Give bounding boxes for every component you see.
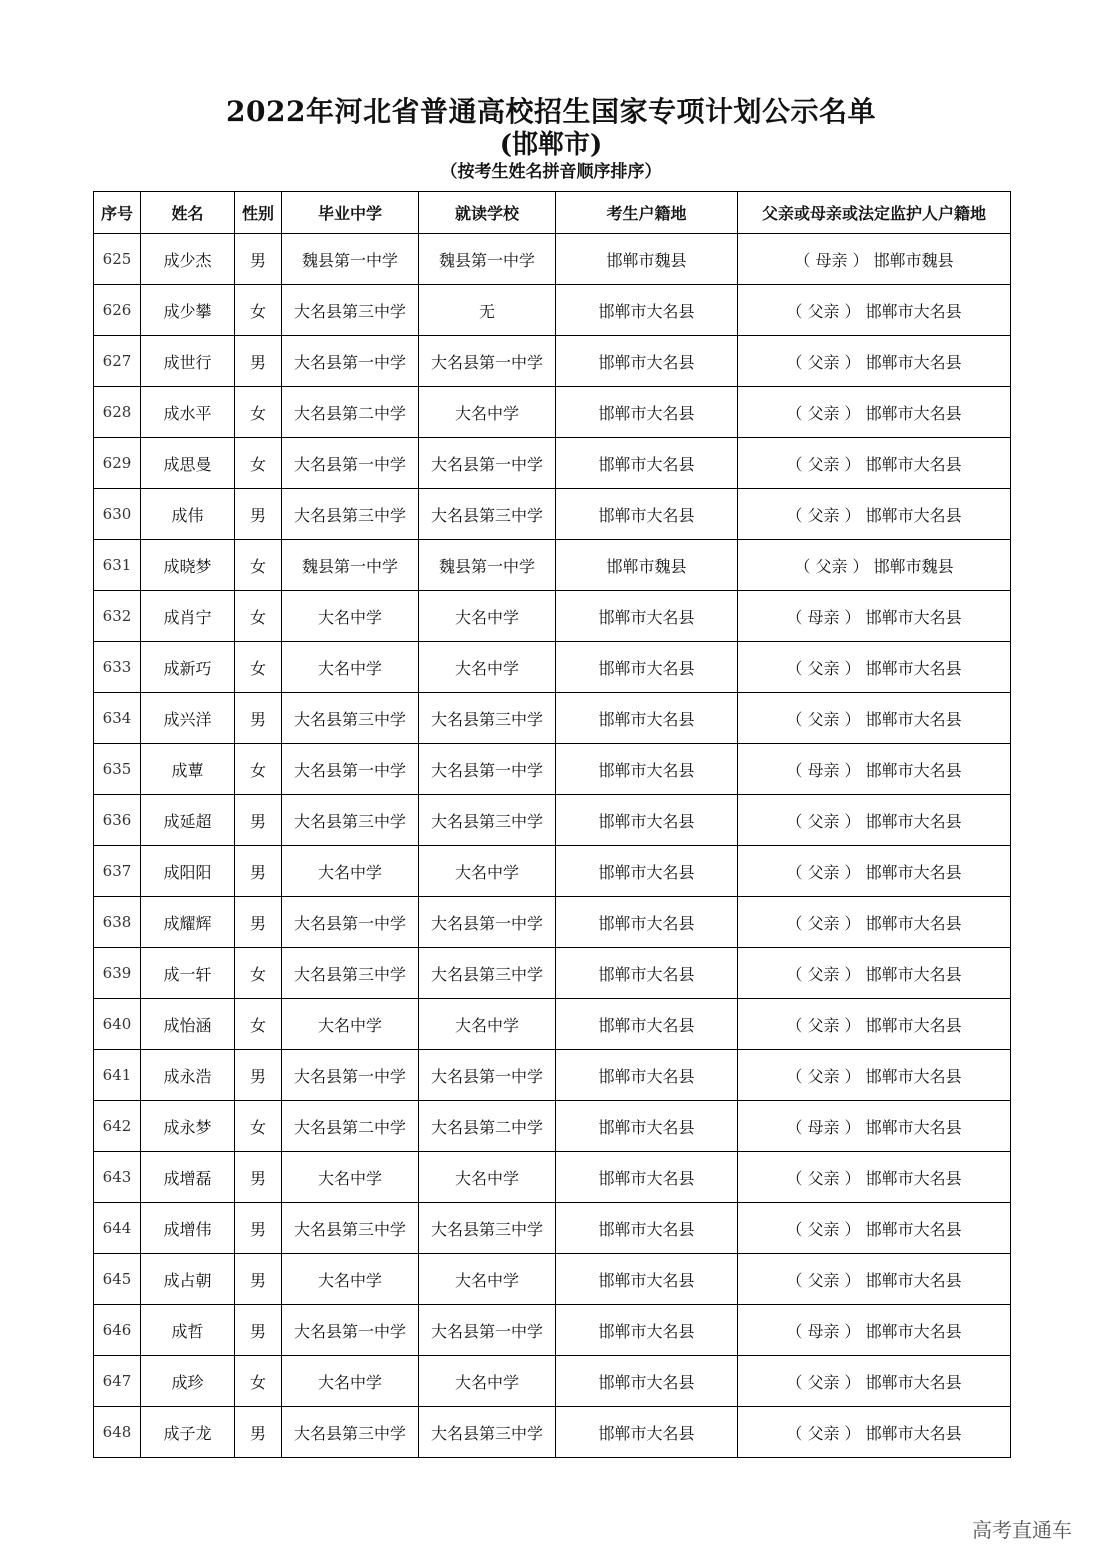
header-student-residence: 考生户籍地 [556, 192, 738, 234]
cell-student-residence: 邯郸市大名县 [556, 285, 738, 336]
cell-graduated-school: 大名县第三中学 [282, 1203, 419, 1254]
cell-gender: 女 [235, 540, 282, 591]
table-row [94, 234, 1011, 285]
cell-current-school: 大名县第一中学 [419, 1305, 556, 1356]
cell-gender: 女 [235, 285, 282, 336]
cell-graduated-school: 大名中学 [282, 846, 419, 897]
cell-current-school: 魏县第一中学 [419, 234, 556, 285]
cell-current-school: 大名县第一中学 [419, 897, 556, 948]
cell-gender: 男 [235, 795, 282, 846]
cell-name: 成增磊 [141, 1152, 235, 1203]
cell-current-school: 大名中学 [419, 999, 556, 1050]
cell-gender: 男 [235, 1050, 282, 1101]
cell-graduated-school: 大名县第三中学 [282, 489, 419, 540]
cell-name: 成蕈 [141, 744, 235, 795]
table-row [94, 1203, 1011, 1254]
cell-guardian-residence: （ 母亲 ） 邯郸市魏县 [738, 234, 1011, 285]
cell-student-residence: 邯郸市大名县 [556, 591, 738, 642]
cell-gender: 女 [235, 999, 282, 1050]
cell-serial: 641 [94, 1050, 141, 1101]
cell-serial: 635 [94, 744, 141, 795]
table-row [94, 540, 1011, 591]
cell-gender: 女 [235, 1356, 282, 1407]
cell-current-school: 大名中学 [419, 1356, 556, 1407]
cell-gender: 男 [235, 489, 282, 540]
cell-student-residence: 邯郸市大名县 [556, 1305, 738, 1356]
table-row [94, 948, 1011, 999]
table-row [94, 1407, 1011, 1458]
header-row [94, 192, 1011, 234]
cell-student-residence: 邯郸市大名县 [556, 1254, 738, 1305]
cell-guardian-residence: （ 父亲 ） 邯郸市大名县 [738, 438, 1011, 489]
cell-serial: 640 [94, 999, 141, 1050]
cell-guardian-residence: （ 母亲 ） 邯郸市大名县 [738, 744, 1011, 795]
cell-guardian-residence: （ 父亲 ） 邯郸市大名县 [738, 336, 1011, 387]
cell-gender: 男 [235, 1152, 282, 1203]
table-row [94, 1101, 1011, 1152]
cell-current-school: 大名县第一中学 [419, 1050, 556, 1101]
cell-graduated-school: 大名中学 [282, 999, 419, 1050]
cell-student-residence: 邯郸市大名县 [556, 795, 738, 846]
cell-guardian-residence: （ 父亲 ） 邯郸市大名县 [738, 1152, 1011, 1203]
cell-guardian-residence: （ 父亲 ） 邯郸市大名县 [738, 948, 1011, 999]
cell-serial: 637 [94, 846, 141, 897]
cell-guardian-residence: （ 父亲 ） 邯郸市大名县 [738, 1356, 1011, 1407]
cell-current-school: 大名中学 [419, 1152, 556, 1203]
cell-gender: 女 [235, 387, 282, 438]
cell-graduated-school: 大名县第一中学 [282, 897, 419, 948]
cell-student-residence: 邯郸市大名县 [556, 1356, 738, 1407]
cell-serial: 648 [94, 1407, 141, 1458]
cell-guardian-residence: （ 母亲 ） 邯郸市大名县 [738, 1101, 1011, 1152]
cell-serial: 642 [94, 1101, 141, 1152]
cell-serial: 629 [94, 438, 141, 489]
cell-guardian-residence: （ 父亲 ） 邯郸市魏县 [738, 540, 1011, 591]
header-current-school: 就读学校 [419, 192, 556, 234]
cell-name: 成少杰 [141, 234, 235, 285]
cell-student-residence: 邯郸市大名县 [556, 846, 738, 897]
cell-serial: 626 [94, 285, 141, 336]
header-graduated-school: 毕业中学 [282, 192, 419, 234]
cell-gender: 男 [235, 1407, 282, 1458]
cell-guardian-residence: （ 母亲 ） 邯郸市大名县 [738, 591, 1011, 642]
cell-name: 成增伟 [141, 1203, 235, 1254]
cell-name: 成新巧 [141, 642, 235, 693]
cell-student-residence: 邯郸市大名县 [556, 693, 738, 744]
cell-current-school: 大名中学 [419, 846, 556, 897]
cell-current-school: 大名县第三中学 [419, 489, 556, 540]
table-row [94, 489, 1011, 540]
cell-serial: 625 [94, 234, 141, 285]
cell-name: 成耀辉 [141, 897, 235, 948]
cell-guardian-residence: （ 父亲 ） 邯郸市大名县 [738, 1050, 1011, 1101]
cell-graduated-school: 魏县第一中学 [282, 234, 419, 285]
cell-graduated-school: 大名县第三中学 [282, 693, 419, 744]
cell-serial: 627 [94, 336, 141, 387]
cell-graduated-school: 大名县第一中学 [282, 1050, 419, 1101]
cell-current-school: 大名县第三中学 [419, 1407, 556, 1458]
cell-student-residence: 邯郸市大名县 [556, 1101, 738, 1152]
table-row [94, 1305, 1011, 1356]
table-row [94, 1254, 1011, 1305]
cell-gender: 男 [235, 1254, 282, 1305]
cell-graduated-school: 大名县第一中学 [282, 336, 419, 387]
table-row [94, 642, 1011, 693]
table-row [94, 438, 1011, 489]
cell-name: 成延超 [141, 795, 235, 846]
cell-name: 成占朝 [141, 1254, 235, 1305]
cell-graduated-school: 大名中学 [282, 1356, 419, 1407]
cell-name: 成世行 [141, 336, 235, 387]
cell-student-residence: 邯郸市大名县 [556, 948, 738, 999]
cell-name: 成思曼 [141, 438, 235, 489]
cell-current-school: 大名中学 [419, 591, 556, 642]
table-row [94, 285, 1011, 336]
cell-graduated-school: 大名县第三中学 [282, 948, 419, 999]
cell-serial: 630 [94, 489, 141, 540]
cell-serial: 643 [94, 1152, 141, 1203]
sort-note: （按考生姓名拼音顺序排序） [440, 162, 662, 182]
cell-guardian-residence: （ 父亲 ） 邯郸市大名县 [738, 387, 1011, 438]
cell-gender: 女 [235, 744, 282, 795]
cell-current-school: 大名县第二中学 [419, 1101, 556, 1152]
cell-name: 成永浩 [141, 1050, 235, 1101]
table-row [94, 387, 1011, 438]
cell-serial: 634 [94, 693, 141, 744]
header-guardian-residence: 父亲或母亲或法定监护人户籍地 [738, 192, 1011, 234]
cell-gender: 男 [235, 336, 282, 387]
table-row [94, 591, 1011, 642]
cell-student-residence: 邯郸市大名县 [556, 1203, 738, 1254]
cell-serial: 639 [94, 948, 141, 999]
table-row [94, 1050, 1011, 1101]
cell-serial: 628 [94, 387, 141, 438]
cell-name: 成阳阳 [141, 846, 235, 897]
roster-body [94, 234, 1011, 1458]
cell-name: 成珍 [141, 1356, 235, 1407]
cell-graduated-school: 大名中学 [282, 642, 419, 693]
cell-gender: 女 [235, 1101, 282, 1152]
table-row [94, 336, 1011, 387]
cell-serial: 633 [94, 642, 141, 693]
cell-guardian-residence: （ 父亲 ） 邯郸市大名县 [738, 693, 1011, 744]
table-row [94, 693, 1011, 744]
cell-name: 成晓梦 [141, 540, 235, 591]
cell-guardian-residence: （ 父亲 ） 邯郸市大名县 [738, 642, 1011, 693]
cell-serial: 638 [94, 897, 141, 948]
cell-serial: 646 [94, 1305, 141, 1356]
cell-graduated-school: 大名中学 [282, 1152, 419, 1203]
cell-current-school: 大名中学 [419, 387, 556, 438]
cell-student-residence: 邯郸市大名县 [556, 744, 738, 795]
cell-student-residence: 邯郸市大名县 [556, 489, 738, 540]
cell-guardian-residence: （ 父亲 ） 邯郸市大名县 [738, 999, 1011, 1050]
cell-graduated-school: 大名中学 [282, 1254, 419, 1305]
cell-student-residence: 邯郸市魏县 [556, 234, 738, 285]
cell-gender: 女 [235, 591, 282, 642]
cell-serial: 636 [94, 795, 141, 846]
table-row [94, 846, 1011, 897]
cell-student-residence: 邯郸市魏县 [556, 540, 738, 591]
header-gender: 性别 [235, 192, 282, 234]
cell-gender: 女 [235, 642, 282, 693]
cell-guardian-residence: （ 父亲 ） 邯郸市大名县 [738, 897, 1011, 948]
table-row [94, 1152, 1011, 1203]
cell-current-school: 大名中学 [419, 642, 556, 693]
table-row [94, 897, 1011, 948]
cell-guardian-residence: （ 父亲 ） 邯郸市大名县 [738, 795, 1011, 846]
cell-current-school: 大名县第三中学 [419, 948, 556, 999]
cell-name: 成子龙 [141, 1407, 235, 1458]
cell-student-residence: 邯郸市大名县 [556, 897, 738, 948]
cell-student-residence: 邯郸市大名县 [556, 1407, 738, 1458]
document-subtitle: (邯郸市) [499, 130, 603, 160]
cell-student-residence: 邯郸市大名县 [556, 999, 738, 1050]
cell-serial: 645 [94, 1254, 141, 1305]
cell-graduated-school: 大名县第一中学 [282, 1305, 419, 1356]
cell-name: 成少攀 [141, 285, 235, 336]
cell-name: 成哲 [141, 1305, 235, 1356]
watermark-text: 高考直通车 [972, 1518, 1072, 1542]
cell-graduated-school: 大名县第一中学 [282, 744, 419, 795]
header-name: 姓名 [141, 192, 235, 234]
header-serial: 序号 [94, 192, 141, 234]
cell-gender: 女 [235, 438, 282, 489]
cell-graduated-school: 大名县第二中学 [282, 387, 419, 438]
cell-name: 成怡涵 [141, 999, 235, 1050]
cell-current-school: 大名县第一中学 [419, 744, 556, 795]
table-row [94, 795, 1011, 846]
cell-guardian-residence: （ 父亲 ） 邯郸市大名县 [738, 846, 1011, 897]
cell-guardian-residence: （ 父亲 ） 邯郸市大名县 [738, 1254, 1011, 1305]
cell-guardian-residence: （ 父亲 ） 邯郸市大名县 [738, 285, 1011, 336]
cell-guardian-residence: （ 父亲 ） 邯郸市大名县 [738, 489, 1011, 540]
cell-current-school: 大名县第三中学 [419, 1203, 556, 1254]
cell-graduated-school: 大名县第三中学 [282, 795, 419, 846]
cell-name: 成伟 [141, 489, 235, 540]
cell-name: 成永梦 [141, 1101, 235, 1152]
cell-student-residence: 邯郸市大名县 [556, 387, 738, 438]
cell-name: 成一轩 [141, 948, 235, 999]
cell-guardian-residence: （ 父亲 ） 邯郸市大名县 [738, 1407, 1011, 1458]
cell-serial: 644 [94, 1203, 141, 1254]
cell-graduated-school: 大名县第三中学 [282, 285, 419, 336]
cell-current-school: 大名县第一中学 [419, 438, 556, 489]
cell-serial: 631 [94, 540, 141, 591]
cell-current-school: 大名县第三中学 [419, 693, 556, 744]
table-row [94, 744, 1011, 795]
cell-guardian-residence: （ 母亲 ） 邯郸市大名县 [738, 1305, 1011, 1356]
cell-gender: 男 [235, 846, 282, 897]
table-row [94, 999, 1011, 1050]
cell-gender: 男 [235, 693, 282, 744]
table-row [94, 1356, 1011, 1407]
cell-graduated-school: 大名中学 [282, 591, 419, 642]
cell-serial: 632 [94, 591, 141, 642]
cell-graduated-school: 魏县第一中学 [282, 540, 419, 591]
cell-gender: 男 [235, 1305, 282, 1356]
cell-student-residence: 邯郸市大名县 [556, 642, 738, 693]
cell-name: 成肖宁 [141, 591, 235, 642]
cell-current-school: 魏县第一中学 [419, 540, 556, 591]
roster-table [93, 191, 1011, 1458]
cell-student-residence: 邯郸市大名县 [556, 1050, 738, 1101]
cell-student-residence: 邯郸市大名县 [556, 336, 738, 387]
cell-name: 成水平 [141, 387, 235, 438]
cell-graduated-school: 大名县第三中学 [282, 1407, 419, 1458]
document-title: 2022年河北省普通高校招生国家专项计划公示名单 [226, 95, 876, 128]
cell-graduated-school: 大名县第二中学 [282, 1101, 419, 1152]
cell-student-residence: 邯郸市大名县 [556, 438, 738, 489]
cell-serial: 647 [94, 1356, 141, 1407]
cell-gender: 男 [235, 897, 282, 948]
cell-gender: 男 [235, 1203, 282, 1254]
cell-graduated-school: 大名县第一中学 [282, 438, 419, 489]
cell-current-school: 大名县第一中学 [419, 336, 556, 387]
cell-gender: 男 [235, 234, 282, 285]
cell-student-residence: 邯郸市大名县 [556, 1152, 738, 1203]
cell-name: 成兴洋 [141, 693, 235, 744]
cell-guardian-residence: （ 父亲 ） 邯郸市大名县 [738, 1203, 1011, 1254]
cell-current-school: 大名中学 [419, 1254, 556, 1305]
cell-current-school: 无 [419, 285, 556, 336]
cell-gender: 女 [235, 948, 282, 999]
cell-current-school: 大名县第三中学 [419, 795, 556, 846]
